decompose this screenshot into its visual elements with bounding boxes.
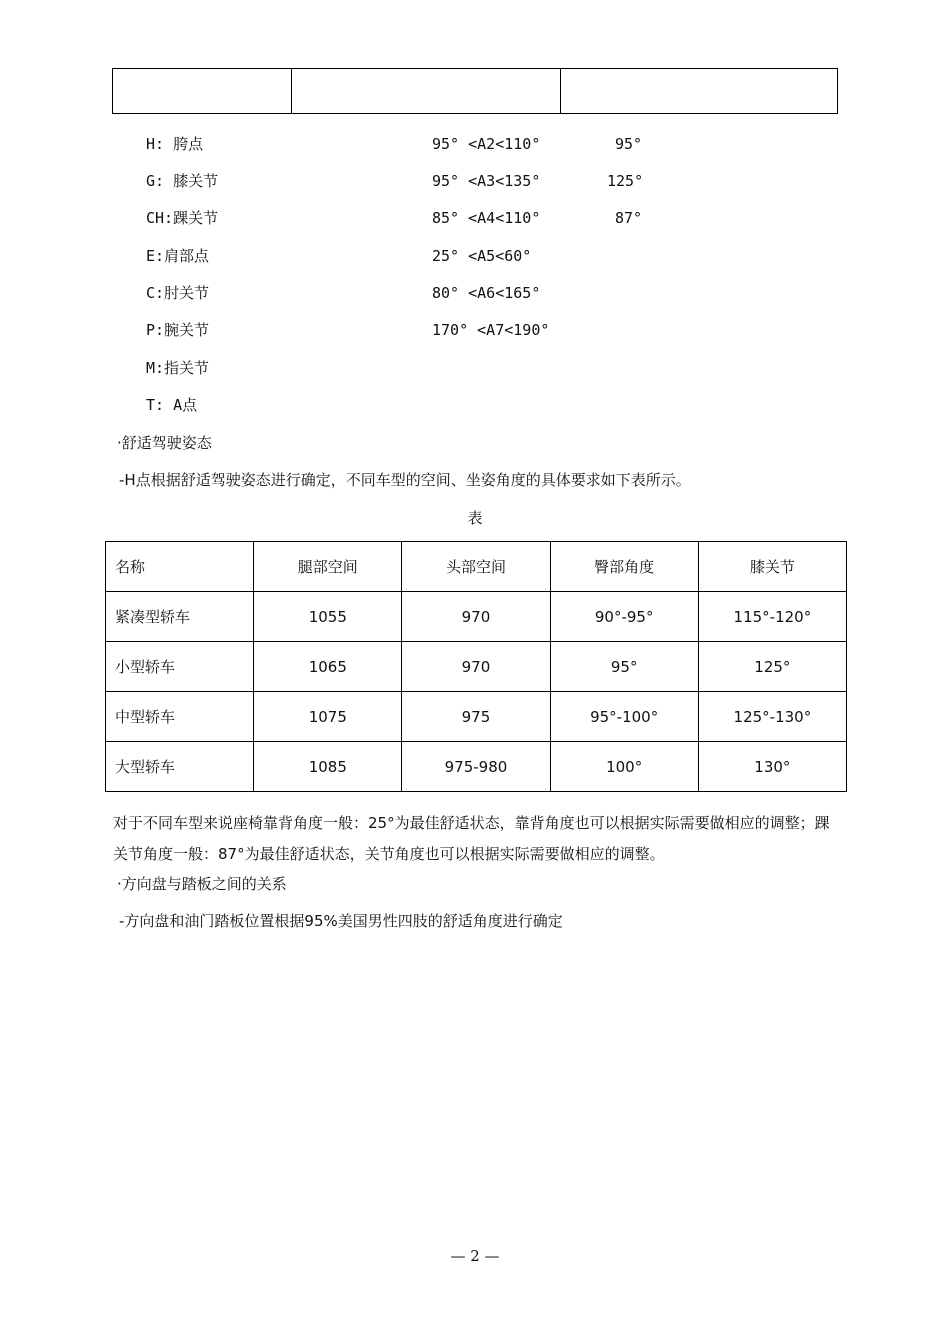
top-table-cell [113,69,292,114]
joint-label: C:肘关节 [146,284,210,302]
table-cell: 125° [698,642,846,692]
table-header-cell: 头部空间 [402,542,550,592]
joint-label: E:肩部点 [146,247,210,265]
joint-label: P:腕关节 [146,321,210,339]
section-text: -方向盘和油门踏板位置根据95%美国男性四肢的舒适角度进行确定 [119,912,563,930]
table-header-cell: 腿部空间 [254,542,402,592]
table-cell: 125°-130° [698,692,846,742]
joint-value: 87° [615,209,643,227]
table-header-cell: 臀部角度 [550,542,698,592]
table-cell: 115°-120° [698,592,846,642]
section-text: -H点根据舒适驾驶姿态进行确定，不同车型的空间、坐姿角度的具体要求如下表所示。 [119,471,691,489]
table-cell: 90°-95° [550,592,698,642]
table-cell: 100° [550,742,698,792]
table-header-cell: 名称 [106,542,254,592]
table-row [106,592,847,642]
page-number: — 2 — [450,1247,500,1265]
table-cell: 1075 [254,692,402,742]
table-caption: 表 [467,509,483,527]
table-cell: 小型轿车 [106,642,254,692]
table-cell: 95°-100° [550,692,698,742]
table-cell: 130° [698,742,846,792]
table-cell: 中型轿车 [106,692,254,742]
backrest-paragraph: 对于不同车型来说座椅靠背角度一般：25°为最佳舒适状态，靠背角度也可以根据实际需要做相应的调整；踝关节角度一般：87°为最佳舒适状态，关节角度也可以根据实际需要做相应的调整。 [113,814,830,863]
joint-range: 25° <A5<60° [432,247,532,265]
joint-value: 125° [607,172,644,190]
table-cell: 970 [402,592,550,642]
joint-label: G: 膝关节 [146,172,219,190]
top-table-cell [561,69,838,114]
table-row [106,642,847,692]
table-cell: 1085 [254,742,402,792]
table-cell: 紧凑型轿车 [106,592,254,642]
table-cell: 1065 [254,642,402,692]
table-header-cell: 膝关节 [698,542,846,592]
joint-range: 85° <A4<110° [432,209,541,227]
joint-label: M:指关节 [146,359,210,377]
table-cell: 975 [402,692,550,742]
joint-value: 95° [615,135,643,153]
table-cell: 1055 [254,592,402,642]
table-row [106,742,847,792]
comfort-table [105,541,847,792]
table-header-row [106,542,847,592]
joint-range: 170° <A7<190° [432,321,550,339]
top-table-fragment [112,68,838,114]
joint-label: T: A点 [146,396,198,414]
table-cell: 970 [402,642,550,692]
joint-range: 95° <A3<135° [432,172,541,190]
table-cell: 975-980 [402,742,550,792]
table-cell: 95° [550,642,698,692]
joint-label: H: 胯点 [146,135,204,153]
joint-label: CH:踝关节 [146,209,219,227]
joint-range: 80° <A6<165° [432,284,541,302]
table-cell: 大型轿车 [106,742,254,792]
joint-range: 95° <A2<110° [432,135,541,153]
section-heading: ·方向盘与踏板之间的关系 [117,875,287,893]
table-row [106,692,847,742]
top-table-cell [292,69,561,114]
section-heading: ·舒适驾驶姿态 [117,434,212,452]
